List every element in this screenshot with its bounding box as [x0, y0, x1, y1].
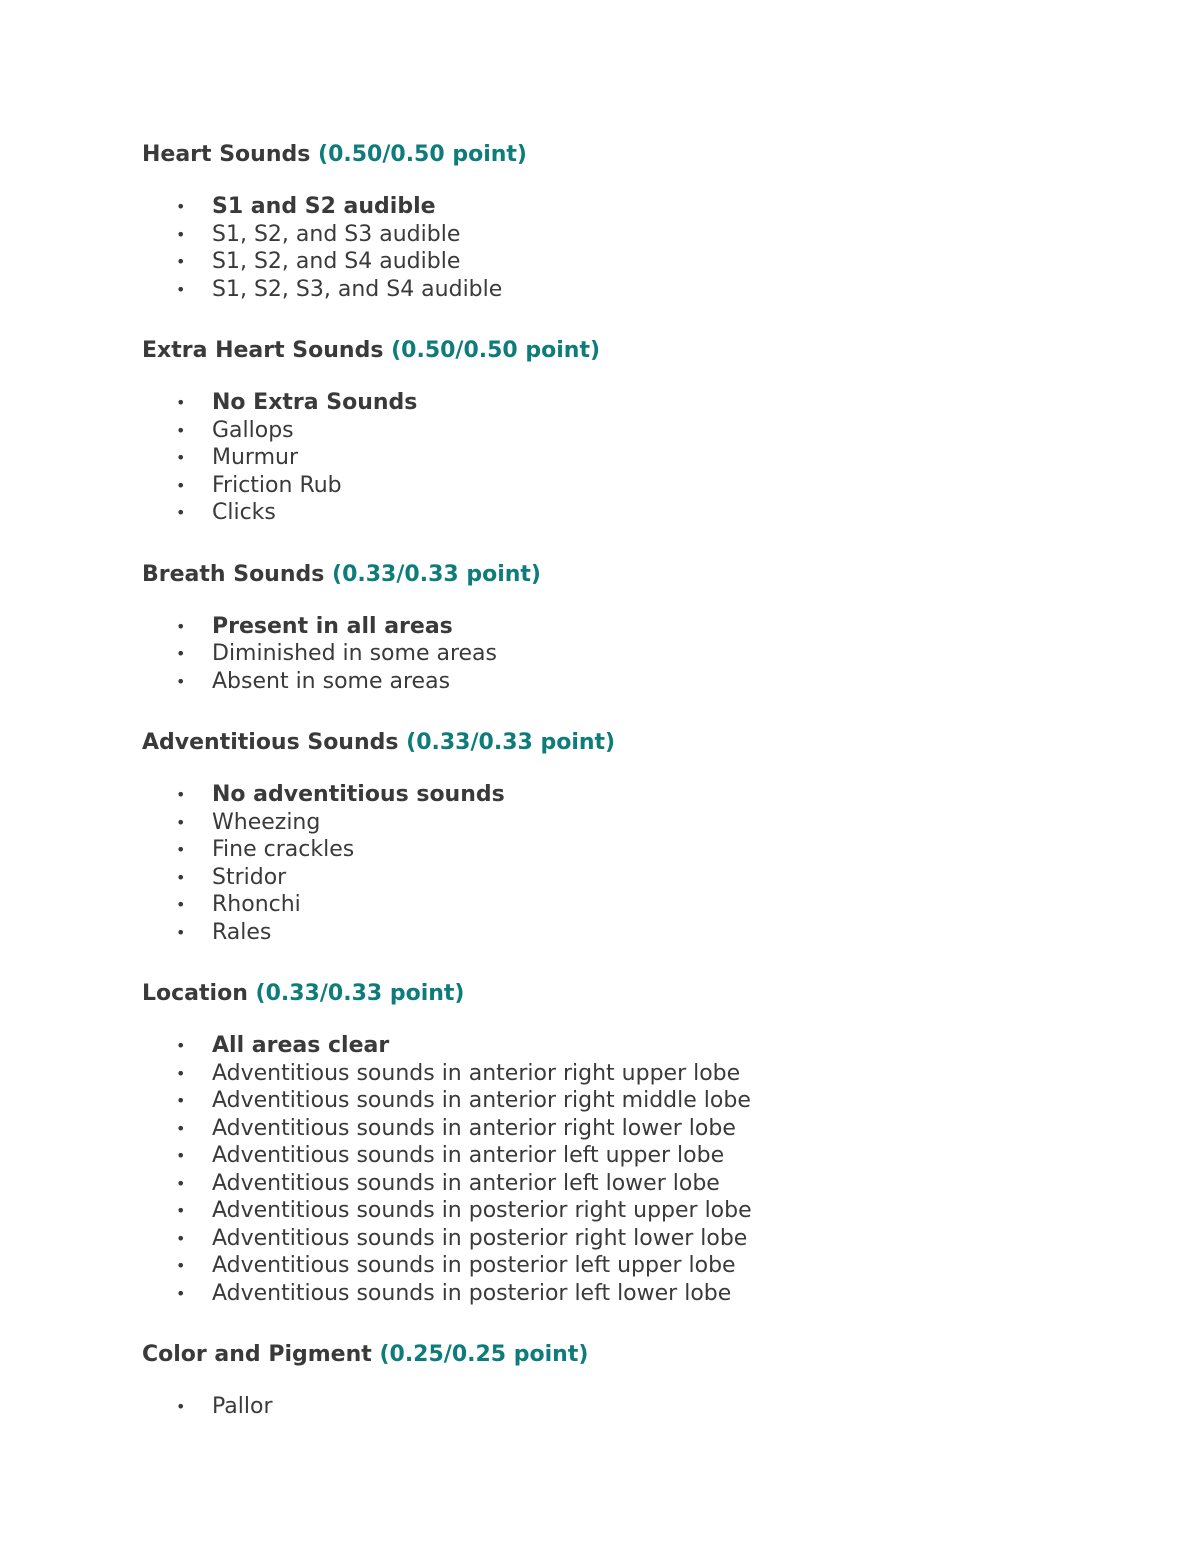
- section-heading: [142, 335, 1142, 367]
- bullet-icon: •: [176, 785, 186, 804]
- section-score: (0.50/0.50 point): [391, 338, 601, 363]
- option-label: Adventitious sounds in anterior right lower lobe: [212, 1115, 736, 1141]
- section-breath-sounds: [142, 559, 1142, 696]
- list-item: [142, 1197, 1142, 1225]
- bullet-icon: •: [176, 1173, 186, 1193]
- option-label: Diminished in some areas: [212, 641, 498, 666]
- list-item: [142, 809, 1142, 837]
- list-item: [142, 444, 1142, 472]
- option-label: Stridor: [212, 864, 287, 890]
- option-label: No adventitious sounds: [212, 782, 505, 807]
- section-title: Location: [142, 981, 248, 1006]
- bullet-icon: •: [176, 393, 186, 412]
- option-label: Rales: [212, 919, 272, 945]
- bullet-icon: •: [176, 644, 186, 663]
- option-label: Adventitious sounds in posterior right upper lobe: [212, 1198, 752, 1223]
- section-score: (0.50/0.50 point): [318, 142, 527, 167]
- section-title: Color and Pigment: [142, 1342, 372, 1367]
- option-label: Adventitious sounds in posterior left lower lobe: [212, 1280, 732, 1306]
- section-color-and-pigment: [142, 1339, 1142, 1421]
- option-label: S1, S2, and S3 audible: [212, 221, 461, 247]
- list-item: [142, 1280, 1142, 1308]
- bullet-icon: •: [176, 420, 186, 440]
- bullet-icon: •: [176, 1228, 186, 1248]
- list-item: [142, 836, 1142, 864]
- bullet-icon: •: [176, 1397, 186, 1416]
- bullet-icon: •: [176, 922, 186, 942]
- list-item: [142, 1142, 1142, 1170]
- section-heading: [142, 1339, 1142, 1371]
- section-title: Heart Sounds: [142, 142, 311, 167]
- option-list: [142, 781, 1142, 946]
- option-list: [142, 389, 1142, 527]
- list-item: [142, 472, 1142, 500]
- option-list: [142, 193, 1142, 303]
- bullet-icon: •: [176, 1036, 186, 1055]
- list-item: [142, 193, 1142, 221]
- section-adventitious-sounds: [142, 727, 1142, 946]
- list-item: [142, 221, 1142, 249]
- option-label: Gallops: [212, 417, 294, 443]
- bullet-icon: •: [176, 1091, 186, 1110]
- option-label: Adventitious sounds in posterior right lower lobe: [212, 1225, 748, 1251]
- option-label: Adventitious sounds in anterior left lower lobe: [212, 1170, 720, 1196]
- list-item: [142, 417, 1142, 445]
- bullet-icon: •: [176, 1118, 186, 1138]
- list-item: [142, 389, 1142, 417]
- option-label: Present in all areas: [212, 613, 453, 639]
- option-label: Adventitious sounds in anterior left upper lobe: [212, 1143, 725, 1168]
- bullet-icon: •: [176, 1063, 186, 1083]
- option-label: Clicks: [212, 500, 276, 525]
- section-heading: [142, 559, 1142, 591]
- bullet-icon: •: [176, 867, 186, 887]
- option-label: Pallor: [212, 1394, 273, 1419]
- bullet-icon: •: [176, 840, 186, 859]
- bullet-icon: •: [176, 448, 186, 467]
- list-item: [142, 1170, 1142, 1198]
- option-label: Absent in some areas: [212, 668, 451, 694]
- list-item: [142, 1032, 1142, 1060]
- option-label: No Extra Sounds: [212, 390, 418, 415]
- section-title: Adventitious Sounds: [142, 730, 399, 755]
- option-list: [142, 1393, 1142, 1421]
- bullet-icon: •: [176, 252, 186, 271]
- section-score: (0.33/0.33 point): [332, 561, 541, 587]
- bullet-icon: •: [176, 503, 186, 522]
- option-label: S1, S2, and S4 audible: [212, 249, 461, 274]
- option-label: Wheezing: [212, 809, 321, 835]
- list-item: [142, 891, 1142, 919]
- section-heading: [142, 727, 1142, 759]
- list-item: [142, 1087, 1142, 1115]
- bullet-icon: •: [176, 197, 186, 216]
- section-score: (0.33/0.33 point): [255, 981, 465, 1006]
- list-item: [142, 613, 1142, 641]
- bullet-icon: •: [176, 1146, 186, 1165]
- section-heart-sounds: [142, 139, 1142, 303]
- list-item: [142, 276, 1142, 304]
- option-label: Adventitious sounds in posterior left upper lobe: [212, 1253, 736, 1278]
- section-title: Breath Sounds: [142, 561, 325, 587]
- bullet-icon: •: [176, 895, 186, 914]
- list-item: [142, 919, 1142, 947]
- option-list: [142, 1032, 1142, 1307]
- bullet-icon: •: [176, 812, 186, 832]
- bullet-icon: •: [176, 671, 186, 691]
- section-score: (0.25/0.25 point): [379, 1342, 589, 1367]
- section-heading: [142, 139, 1142, 171]
- option-label: S1 and S2 audible: [212, 194, 436, 219]
- list-item: [142, 640, 1142, 668]
- option-label: All areas clear: [212, 1033, 390, 1058]
- list-item: [142, 781, 1142, 809]
- option-label: Adventitious sounds in anterior right middle lobe: [212, 1088, 751, 1113]
- bullet-icon: •: [176, 279, 186, 299]
- list-item: [142, 668, 1142, 696]
- section-heading: [142, 978, 1142, 1010]
- list-item: [142, 864, 1142, 892]
- section-score: (0.33/0.33 point): [406, 730, 616, 755]
- bullet-icon: •: [176, 1283, 186, 1303]
- list-item: [142, 499, 1142, 527]
- section-title: Extra Heart Sounds: [142, 338, 384, 363]
- list-item: [142, 1393, 1142, 1421]
- list-item: [142, 248, 1142, 276]
- bullet-icon: •: [176, 1201, 186, 1220]
- document-body: [142, 139, 1142, 1453]
- list-item: [142, 1252, 1142, 1280]
- option-label: Rhonchi: [212, 892, 301, 917]
- list-item: [142, 1115, 1142, 1143]
- option-label: Adventitious sounds in anterior right upper lobe: [212, 1060, 741, 1086]
- bullet-icon: •: [176, 475, 186, 495]
- option-label: Murmur: [212, 445, 299, 470]
- list-item: [142, 1060, 1142, 1088]
- option-label: S1, S2, S3, and S4 audible: [212, 276, 503, 302]
- option-label: Fine crackles: [212, 837, 355, 862]
- bullet-icon: •: [176, 616, 186, 636]
- bullet-icon: •: [176, 224, 186, 244]
- option-list: [142, 613, 1142, 696]
- option-label: Friction Rub: [212, 472, 342, 498]
- section-extra-heart-sounds: [142, 335, 1142, 527]
- list-item: [142, 1225, 1142, 1253]
- section-location: [142, 978, 1142, 1307]
- bullet-icon: •: [176, 1256, 186, 1275]
